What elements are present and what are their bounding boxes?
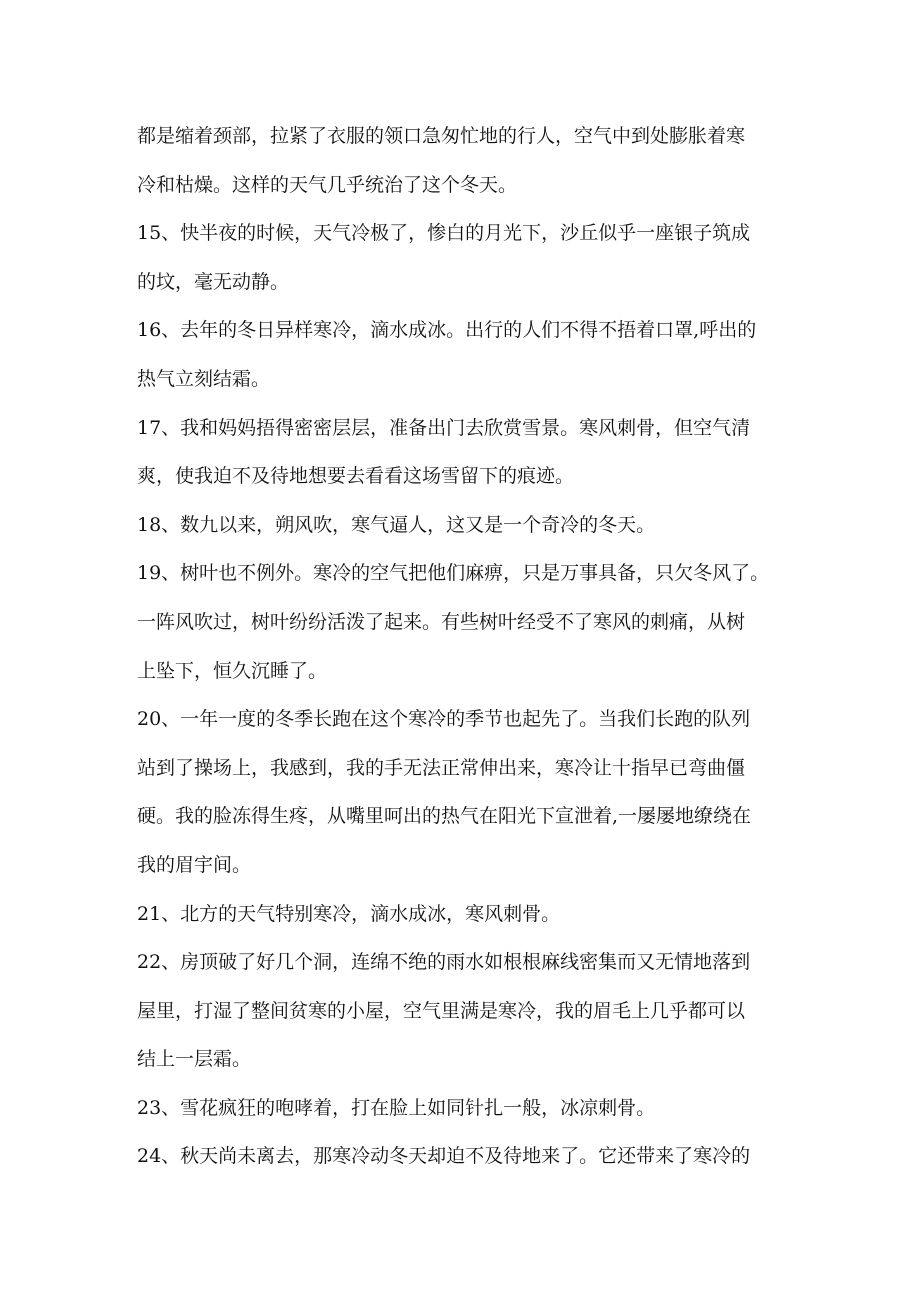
text-line: 站到了操场上，我感到，我的手无法正常伸出来，寒冷让十指早已弯曲僵 — [137, 756, 746, 779]
text-line: 16、去年的冬日异样寒冷，滴水成冰。出行的人们不得不捂着口罩,呼出的 — [137, 319, 757, 342]
text-line: 的坟，毫无动静。 — [137, 270, 290, 293]
text-line: 19、树叶也不例外。寒冷的空气把他们麻痹，只是万事具备，只欠冬风了。 — [137, 562, 770, 585]
text-line: 一阵风吹过，树叶纷纷活泼了起来。有些树叶经受不了寒风的刺痛，从树 — [137, 610, 746, 633]
text-line: 热气立刻结霜。 — [137, 367, 271, 390]
text-line: 屋里，打湿了整间贫寒的小屋，空气里满是寒冷，我的眉毛上几乎都可以 — [137, 999, 746, 1022]
text-line: 22、房顶破了好几个洞，连绵不绝的雨水如根根麻线密集而又无情地落到 — [137, 951, 751, 974]
text-line: 18、数九以来，朔风吹，寒气逼人，这又是一个奇冷的冬天。 — [137, 513, 656, 536]
text-line: 上坠下，恒久沉睡了。 — [137, 659, 328, 682]
text-line: 硬。我的脸冻得生疼，从嘴里呵出的热气在阳光下宣泄着,一屡屡地缭绕在 — [137, 805, 752, 828]
text-line: 17、我和妈妈捂得密密层层，准备出门去欣赏雪景。寒风刺骨，但空气清 — [137, 416, 751, 439]
text-line: 21、北方的天气特别寒冷，滴水成冰，寒风刺骨。 — [137, 902, 561, 925]
text-line: 我的眉宇间。 — [137, 853, 252, 876]
text-line: 15、快半夜的时候，天气冷极了，惨白的月光下，沙丘似乎一座银子筑成 — [137, 222, 751, 245]
text-line: 结上一层霜。 — [137, 1048, 252, 1071]
text-line: 爽，使我迫不及待地想要去看看这场雪留下的痕迹。 — [137, 465, 575, 488]
document-body — [137, 112, 797, 1181]
text-line: 23、雪花疯狂的咆哮着，打在脸上如同针扎一般，冰凉刺骨。 — [137, 1096, 656, 1119]
text-line: 冷和枯燥。这样的天气几乎统治了这个冬天。 — [137, 173, 518, 196]
text-line: 都是缩着颈部，拉紧了衣服的领口急匆忙地的行人，空气中到处膨胀着寒 — [137, 125, 746, 147]
text-line: 20、一年一度的冬季长跑在这个寒冷的季节也起先了。当我们长跑的队列 — [137, 708, 751, 731]
text-line: 24、秋天尚未离去，那寒冷动冬天却迫不及待地来了。它还带来了寒冷的 — [137, 1145, 751, 1168]
